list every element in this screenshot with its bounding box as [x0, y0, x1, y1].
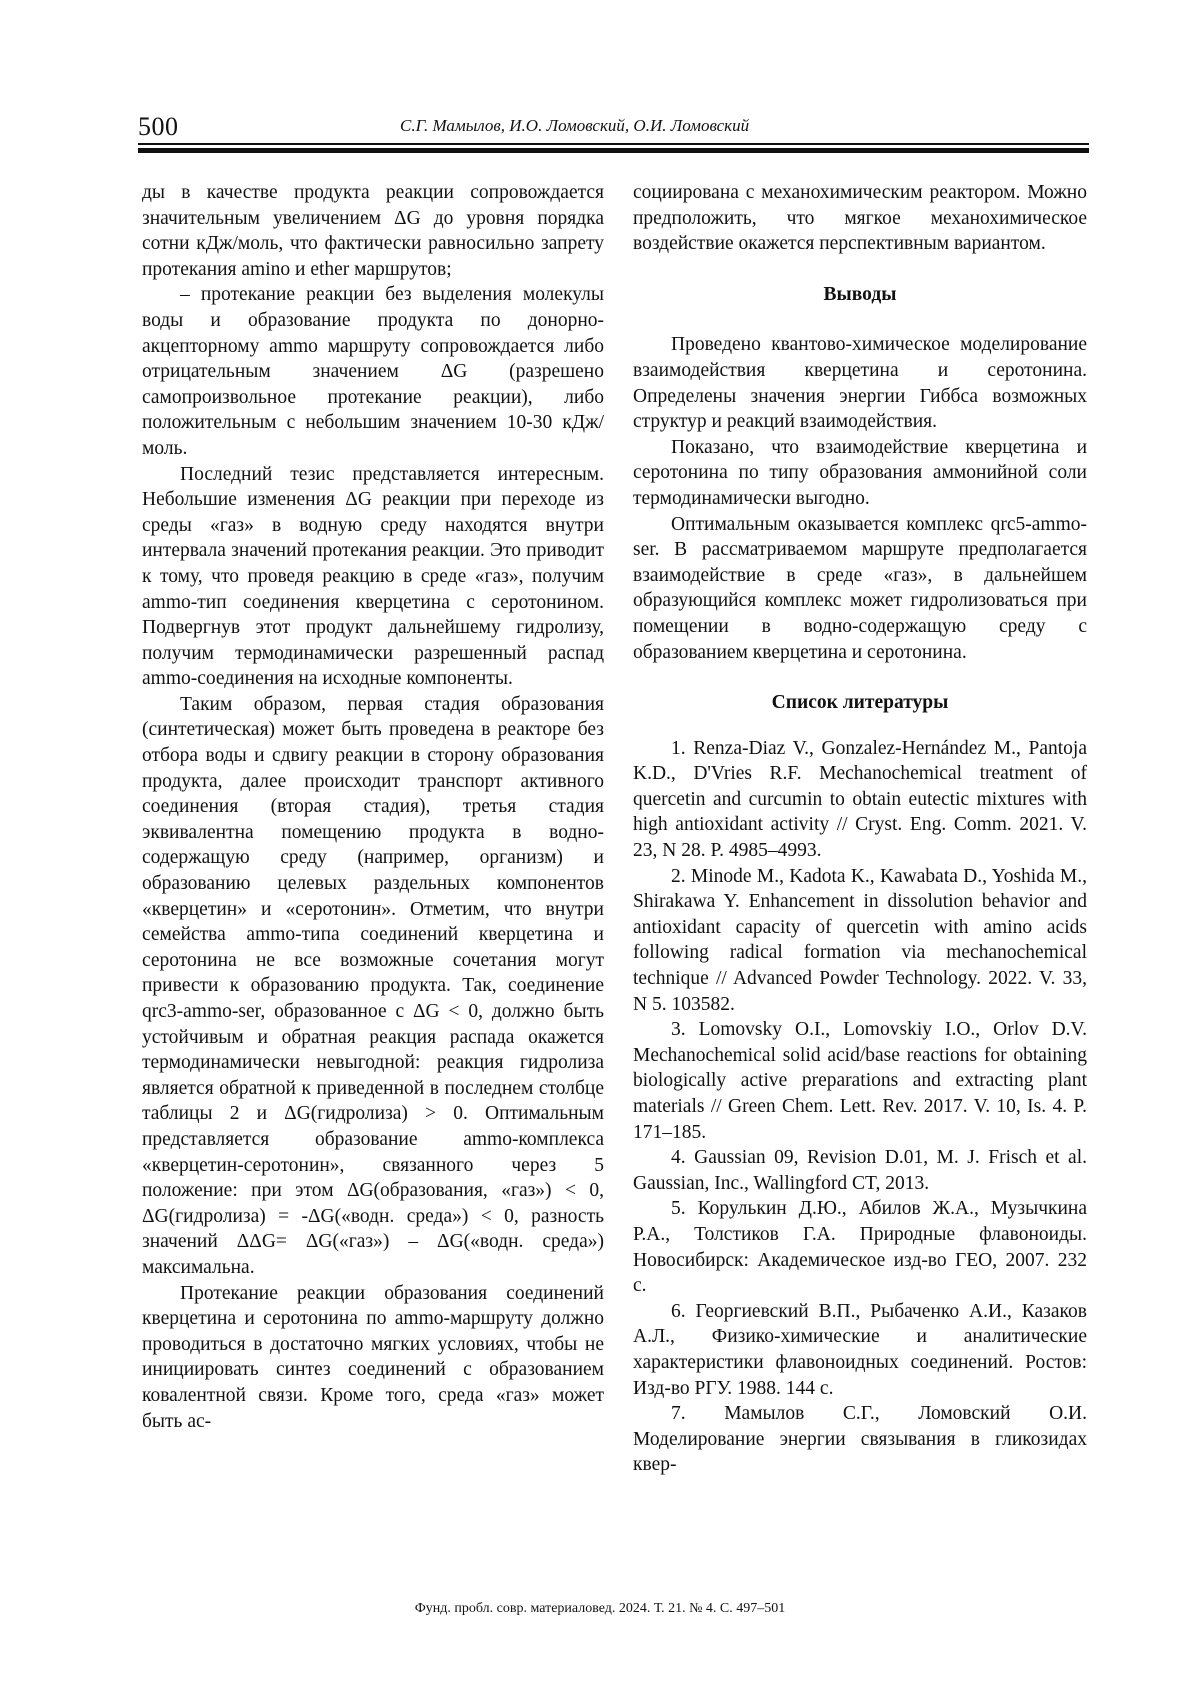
page-number: 500	[138, 112, 179, 141]
right-column	[633, 180, 1087, 1478]
paragraph: Протекание реакции образования соединений кверцетина и серотонина по ammo-маршруту должно проводиться в достаточно мягких условиях, чтобы не инициировать синтез соединений с образованием ковалентной связи. Кроме того, среда «газ» может быть ас-	[142, 1282, 604, 1432]
conclusions-heading: Выводы	[823, 283, 897, 305]
header-rule-thin	[138, 143, 1089, 145]
paragraph: Последний тезис представляется интересным. Небольшие изменения ΔG реакции при переходе из среды «газ» в водную среду находятся внутри интервала значений протекания реакции. Это приводит к тому, что проведя реакцию в среде «газ», получим ammo-тип соединения кверцетина с серотонином. Подвергнув этот продукт дальнейшему гидролизу, получим термодинамически разрешенный распад ammo-соединения на исходные компоненты.	[142, 463, 604, 690]
reference-item: 5. Корулькин Д.Ю., Абилов Ж.А., Музычкина Р.А., Толстиков Г.А. Природные флавоноиды. Новосибирск: Академическое изд-во ГЕО, 2007. 232 с.	[633, 1198, 1087, 1297]
reference-item: 2. Minode M., Kadota K., Kawabata D., Yoshida M., Shirakawa Y. Enhancement in dissolution behavior and antioxidant capacity of quercetin with amino acids following radical formation via mechanochemical technique // Advanced Powder Technology. 2022. V. 33, N 5. 103582.	[633, 865, 1087, 1015]
paragraph: Показано, что взаимодействие кверцетина и серотонина по типу образования аммонийной соли термодинамически выгодно.	[633, 436, 1087, 509]
paragraph: ды в качестве продукта реакции сопровождается значительным увеличением ΔG до уровня порядка сотни кДж/моль, что фактически равносильно запрету протекания amino и ether маршрутов;	[142, 182, 604, 280]
footer-citation: Фунд. пробл. совр. материаловед. 2024. Т. 21. № 4. С. 497–501	[414, 1601, 786, 1616]
reference-item: 3. Lomovsky O.I., Lomovskiy I.O., Orlov D.V. Mechanochemical solid acid/base reactions for obtaining biologically active preparations and extracting plant materials // Green Chem. Lett. Rev. 2017. V. 10, Is. 4. P. 171–185.	[633, 1019, 1087, 1143]
reference-item: 4. Gaussian 09, Revision D.01, M. J. Frisch et al. Gaussian, Inc., Wallingford CT, 2013.	[633, 1147, 1087, 1194]
paragraph: Таким образом, первая стадия образования (синтетическая) может быть проведена в реакторе без отбора воды и сдвигу реакции в сторону образования продукта, далее происходит транспорт активного соединения (вторая стадия), третья стадия эквивалентна помещению продукта в водно-содержащую среду (например, организм) и образованию целевых раздельных компонентов «кверцетин» и «серотонин». Отметим, что внутри семейства ammo-типа соединений кверцетина и серотонина не все возможные сочетания могут привести к образованию продукта. Так, соединение qrc3-ammo-ser, образованное с ΔG < 0, должно быть устойчивым и обратная реакция распада окажется термодинамически невыгодной: реакция гидролиза является обратной к приведенной в последнем столбце таблицы 2 и ΔG(гидролиза) > 0. Оптимальным представляется образование ammo-комплекса «кверцетин-серотонин», связанного через 5 положение: при этом ΔG(образования, «газ») < 0, ΔG(гидролиза) = -ΔG(«водн. среда») < 0, разность значений ΔΔG= ΔG(«газ») – ΔG(«водн. среда») максимальна.	[142, 693, 604, 1278]
reference-item: 1. Renza-Diaz V., Gonzalez-Hernández M., Pantoja K.D., D'Vries R.F. Mechanochemical treatment of quercetin and curcumin to obtain eutectic mixtures with high antioxidant activity // Cryst. Eng. Comm. 2021. V. 23, N 28. P. 4985–4993.	[633, 737, 1087, 862]
references-heading: Список литературы	[771, 692, 949, 714]
left-column	[142, 180, 604, 1434]
paragraph: Проведено квантово-химическое моделирование взаимодействия кверцетина и серотонина. Определены значения энергии Гиббса возможных структур и реакций взаимодействия.	[633, 334, 1087, 433]
paragraph: Оптимальным оказывается комплекс qrc5-ammo-ser. В рассматриваемом маршруте предполагается взаимодействие в среде «газ», в дальнейшем образующийся комплекс может гидролизоваться при помещении в водно-содержащую среду с образованием кверцетина и серотонина.	[633, 513, 1087, 663]
header-rule-thick	[138, 148, 1089, 153]
paragraph: социирована с механохимическим реактором. Можно предположить, что мягкое механохимическое воздействие окажется перспективным вариантом.	[633, 182, 1087, 255]
reference-item: 6. Георгиевский В.П., Рыбаченко А.И., Казаков А.Л., Физико-химические и аналитические характеристики флавоноидных соединений. Ростов: Изд-во РГУ. 1988. 144 с.	[633, 1300, 1087, 1399]
reference-item: 7. Мамылов С.Г., Ломовский О.И. Моделирование энергии связывания в гликозидах квер-	[633, 1403, 1087, 1476]
running-head-authors: С.Г. Мамылов, И.О. Ломовский, О.И. Ломовский	[400, 116, 750, 135]
paragraph: – протекание реакции без выделения молекулы воды и образование продукта по донорно-акцепторному ammo маршруту сопровождается либо отрицательным значением ΔG (разрешено самопроизвольное протекание реакции), либо положительным с небольшим значением 10-30 кДж/моль.	[142, 284, 604, 459]
